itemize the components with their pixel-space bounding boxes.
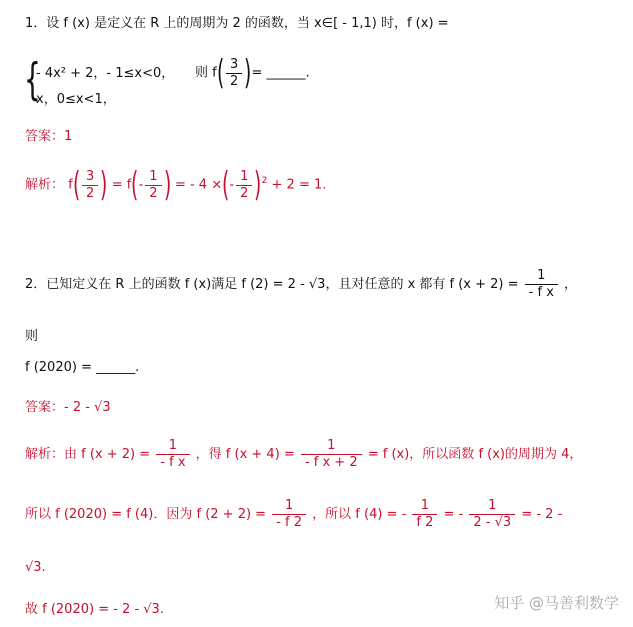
q2-solution-line3: √3.: [25, 560, 46, 575]
q1-brace: {: [24, 54, 41, 105]
q1-ask-fraction: $\frac{3}{2}$: [226, 57, 242, 90]
q1-answer: 答案：1: [25, 129, 73, 144]
q2-then: 则: [25, 329, 39, 344]
watermark: 知乎 @马善利数学: [494, 594, 619, 612]
q1-stem: 1．设 f (x) 是定义在 R 上的周期为 2 的函数，当 x∈[ - 1,1) 时，f (x) =: [25, 16, 449, 31]
q2-ask: f (2020) = ______.: [25, 360, 140, 375]
q2-stem-fraction: $\frac{1}{\text{- f x}}$: [525, 268, 558, 301]
q2-solution-line1: 解析：由 f (x + 2) = $\frac{1}{\text{- f x}}$ ，得 f (x + 4) = $\frac{1}{\text{- f x + 2}}$ = f (x)，所以函数 f (x)的周期为 4，: [25, 438, 583, 470]
q1-solution: 解析： f( $\frac{3}{2}$ ) = f(- $\frac{1}{2}$ ) = - 4 ×(- $\frac{1}{2}$ )$^2$ + 2 = 1.: [25, 165, 327, 205]
q2-answer: 答案：- 2 - √3: [25, 400, 111, 415]
q2-stem: 2．已知定义在 R 上的函数 f (x)满足 f (2) = 2 - √3，且对任意的 x 都有 f (x + 2) = $\frac{1}{\text{- f x}}$ ，: [25, 268, 578, 300]
q1-case1: - 4x² + 2，- 1≤x<0，: [36, 66, 175, 81]
q1-case2: x，0≤x<1，: [36, 92, 116, 107]
q2-solution-line4: 故 f (2020) = - 2 - √3.: [25, 602, 164, 617]
q2-solution-line2: 所以 f (2020) = f (4)．因为 f (2 + 2) = $\frac{1}{- f 2}$ ，所以 f (4) = - $\frac{1}{f 2}$ = - $\frac{1}{2 - √3}$ = - 2 -: [25, 498, 563, 530]
q1-ask: 则 f( $\frac{3}{2}$ )= ______.: [195, 53, 310, 93]
